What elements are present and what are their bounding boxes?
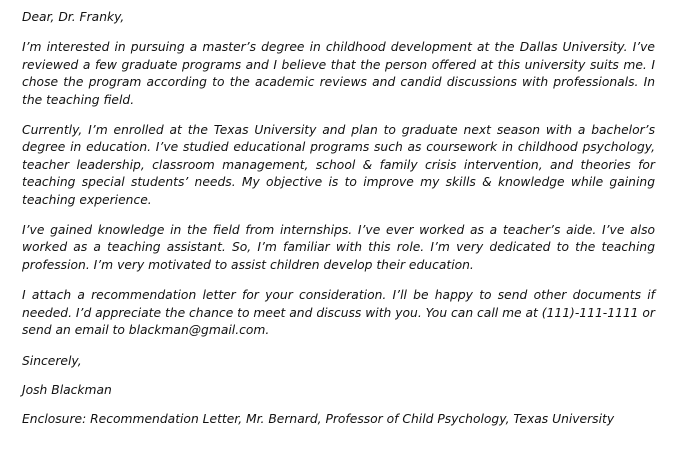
letter-salutation: Dear, Dr. Franky, [22, 10, 125, 24]
letter-paragraph-contact: I attach a recommendation letter for your consideration. I’ll be happy to send other documents if needed. I’d appreciate the chance to meet and discuss with you. You can call me at (111)-111-1111 or send an email to blackman@gmail.com. [22, 288, 655, 338]
letter-enclosure: Enclosure: Recommendation Letter, Mr. Bernard, Professor of Child Psychology, Texas University [22, 412, 615, 427]
letter-paragraph-experience: I’ve gained knowledge in the field from internships. I’ve ever worked as a teacher’s aide. I’ve also worked as a teaching assistant. So, I’m familiar with this role. I’m very dedicated to the teaching profession. I’m very motivated to assist children develop their education. [22, 223, 655, 272]
letter-closing: Sincerely, [22, 353, 82, 368]
letter-signature: Josh Blackman [22, 382, 112, 397]
letter-paragraph-intro: I’m interested in pursuing a master’s degree in childhood development at the Dallas University. I’ve reviewed a few graduate programs and I believe that the person offered at this university suits me. I chose the program according to the academic reviews and candid discussions with professionals. In the teaching field. [22, 40, 655, 107]
letter-paragraph-education: Currently, I’m enrolled at the Texas University and plan to graduate next season with a bachelor’s degree in education. I’ve studied educational programs such as coursework in childhood psychology, teacher leadership, classroom management, school & family crisis intervention, and theories for teaching special students’ needs. My objective is to improve my skills & knowledge while gaining teaching experience. [22, 123, 655, 207]
